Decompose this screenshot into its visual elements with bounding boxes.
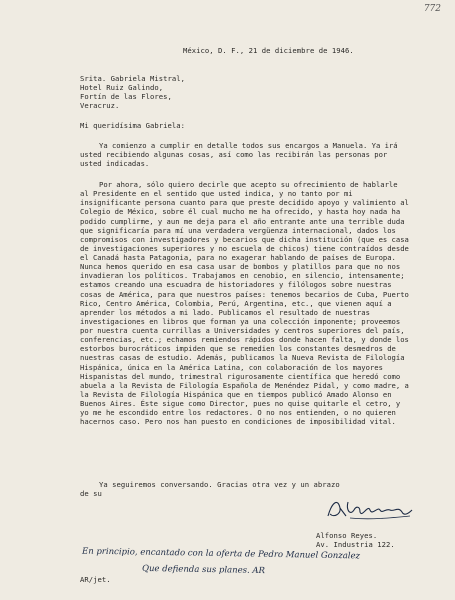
paragraph-2: Por ahora, sólo quiero decirle que acepto su ofrecimiento de hablarle al Presidente en el sentido que usted indica, y no tanto por mi insignificante persona cuanto para que preste decidido apoyo y valimiento al Colegio de México, sobre él cual mucho me ha ofrecido, y hasta hoy nada ha podido cumplirme, y aun me deja para el año entrante ante una terrible duda que significaría para mí una verdadera vergüenza internacional, dados los compromisos con investigadores y becarios que dicha institución (que es casa de investigaciones superiores y no escuela de chicos) tiene contraídos desde el Canadá hasta Patagonia, para no exagerar hablando de países de Europa. Nunca hemos querido en esa casa usar de bombos y platillos para que no nos invadieran los políticos. Trabajamos en cenobio, en silencio, intensamente; estamos creando una escuadra de historiadores y filólogos sobre nuestras cosas de América, para que nuestros países: tenemos becarios de Cuba, Puerto Rico, Centro América, Colombia, Perú, Argentina, etc., que vienen aquí a aprender los métodos a mi lado. Publicamos el resultado de nuestras investigaciones en libros que forman ya una colección imponente; proveemos por nuestra cuenta currillas a Universidades y centros superiores del país, conferencias, etc.; echamos remiendos rápidos donde hacen falta, y donde los estorbos burocráticos impiden que se remedien los constantes desmedros de nuestras casas de estudio. Además, publicamos la Nueva Revista de Filología Hispánica, única en la América Latina, con colaboración de los mayores Hispanistas del mundo, trimestral rigurosamente científica que heredó como abuela a la Revista de Filología Española de Menéndez Pidal, y como madre, a la Revista de Filología Hispánica que en tiempos publicó Amado Alonso en Buenos Aires. Éste sigue como Director, pues no quise quitarle el cetro, y yo me he escondido entre los redactores. O no nos entienden, o no quieren hacernos caso. Pero nos han puesto en condiciones de imposibilidad vital.: [80, 180, 409, 427]
addressee-line: Srita. Gabriela Mistral,: [80, 74, 186, 83]
addressee-line: Veracruz.: [80, 101, 120, 110]
closing-line-2: de su: [80, 489, 102, 498]
handwritten-note: Que defienda sus planes. AR: [141, 563, 266, 577]
signature-address: Av. Industria 122.: [316, 540, 395, 549]
handwritten-note: En principio, encantado con la oferta de Pedro Manuel Gonzalez: [81, 546, 361, 562]
typist-initials: AR/jet.: [80, 575, 111, 584]
paragraph-1: Ya comienzo a cumplir en detalle todos sus encargos a Manuela. Ya irá usted recibiendo algunas cosas, así como las recibirán las personas por usted indicadas.: [80, 141, 398, 169]
date-line: México, D. F., 21 de diciembre de 1946.: [183, 46, 354, 55]
addressee-line: Hotel Ruiz Galindo,: [80, 83, 164, 92]
salutation: Mi queridísima Gabriela:: [80, 121, 186, 130]
archive-reference-mark: 772: [423, 4, 441, 14]
closing-line: Ya seguiremos conversando. Gracias otra vez y un abrazo: [99, 480, 340, 489]
addressee-line: Fortín de las Flores,: [80, 92, 172, 101]
signature-name: Alfonso Reyes.: [316, 531, 378, 540]
handwritten-signature: [320, 494, 420, 526]
